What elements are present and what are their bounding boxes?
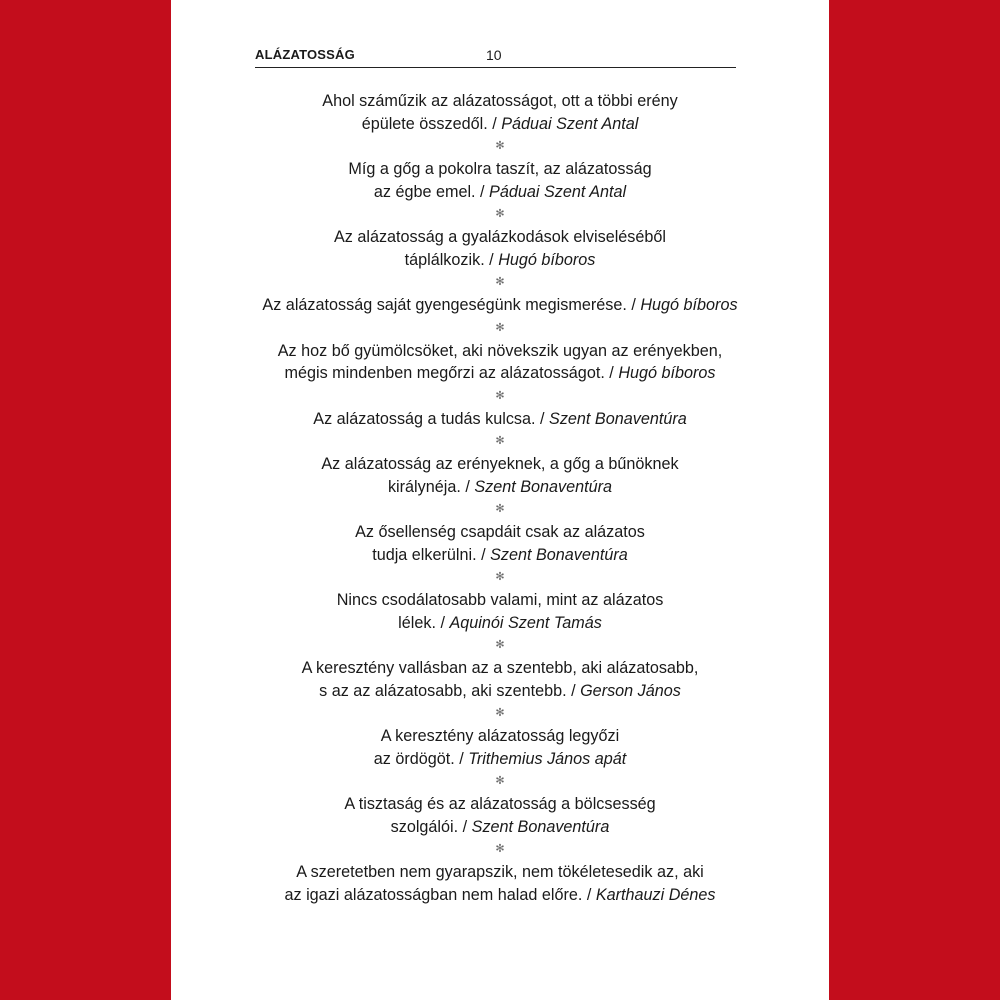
quote — [171, 226, 829, 271]
quote-text: Az hoz bő gyümölcsöket, aki növekszik ugyan az erényekben, — [277, 341, 723, 360]
quote-line: az égbe emel. / Páduai Szent Antal — [373, 182, 627, 201]
quote — [171, 453, 829, 498]
separator-asterisk-icon: ✻ — [495, 276, 505, 288]
quote-text: az égbe emel. — [373, 182, 476, 201]
quote-text: Ahol száműzik az alázatosságot, ott a többi erény — [322, 92, 678, 110]
quote — [171, 158, 829, 203]
quote-line — [171, 90, 829, 113]
quote-author: Szent Bonaventúra — [471, 817, 610, 836]
page-number: 10 — [486, 47, 502, 63]
quote — [171, 90, 829, 135]
quote-text: A szeretetben nem gyarapszik, nem tökéletesedik az, aki — [296, 863, 704, 881]
page-header — [255, 47, 736, 68]
quote-text: A keresztény vallásban az a szentebb, aki alázatosabb, — [301, 659, 699, 677]
quote-author: Hugó bíboros — [618, 364, 716, 382]
quote — [171, 340, 829, 385]
quote-line — [171, 158, 829, 181]
quote — [171, 294, 829, 317]
quote-text: A tisztaság és az alázatosság a bölcsesség — [344, 795, 656, 813]
quote-line: az ördögöt. / Trithemius János apát — [373, 749, 627, 768]
separator-asterisk-icon: ✻ — [495, 571, 505, 583]
quote-text: s az az alázatosabb, aki szentebb. — [319, 681, 567, 700]
separator-asterisk-icon: ✻ — [495, 389, 505, 402]
quote-line — [171, 793, 829, 816]
quote-line: az igazi alázatosságban nem halad előre. / Karthauzi Dénes — [284, 885, 716, 904]
separator-asterisk-icon: ✻ — [495, 208, 505, 220]
quote-author: Szent Bonaventúra — [474, 477, 613, 496]
quote — [171, 793, 829, 838]
quote-line — [171, 657, 829, 680]
quote-line: Az alázatosság a tudás kulcsa. / Szent Bonaventúra — [313, 409, 687, 428]
quote — [171, 521, 829, 566]
quote — [171, 725, 829, 770]
quote-text: A keresztény alázatosság legyőzi — [380, 727, 620, 745]
separator-asterisk-icon: ✻ — [495, 503, 505, 515]
quote — [171, 408, 829, 431]
quote-text: lélek. — [398, 613, 436, 632]
quote-author: Aquinói Szent Tamás — [449, 613, 602, 632]
quote — [171, 657, 829, 702]
book-page — [171, 0, 829, 1000]
quote-text: Az alázatosság a gyalázkodások elviseléséből — [333, 228, 667, 246]
quote-text: tudja elkerülni. — [372, 545, 477, 564]
quote-text: Az alázatosság a tudás kulcsa. — [313, 409, 536, 428]
separator-asterisk-icon: ✻ — [495, 321, 505, 334]
quote-line: szolgálói. / Szent Bonaventúra — [390, 817, 610, 836]
quote — [171, 589, 829, 634]
quote-text: az ördögöt. — [373, 749, 455, 768]
quote-author: Szent Bonaventúra — [549, 409, 687, 428]
quote-line: tudja elkerülni. / Szent Bonaventúra — [372, 545, 628, 564]
quote-text: épülete összedől. — [361, 114, 488, 133]
quote-line — [171, 453, 829, 476]
quote-text: Az ősellenség csapdáit csak az alázatos — [355, 523, 645, 541]
quote-line: királynéja. / Szent Bonaventúra — [387, 477, 613, 496]
quote-line: lélek. / Aquinói Szent Tamás — [398, 613, 602, 632]
separator-asterisk-icon: ✻ — [495, 843, 505, 855]
separator-asterisk-icon: ✻ — [495, 775, 505, 787]
quote-line: mégis mindenben megőrzi az alázatosságot. / Hugó bíboros — [284, 364, 716, 382]
quote — [171, 861, 829, 906]
quote-text: táplálkozik. — [404, 250, 485, 269]
quote-line — [171, 521, 829, 544]
quote-text: szolgálói. — [390, 817, 459, 836]
quote-text: az igazi alázatosságban nem halad előre. — [284, 885, 583, 904]
separator-asterisk-icon: ✻ — [495, 639, 505, 651]
quote-line: s az az alázatosabb, aki szentebb. / Gerson János — [319, 681, 681, 700]
quote-line — [171, 725, 829, 748]
quote-line: Az alázatosság saját gyengeségünk megismerése. / Hugó bíboros — [262, 296, 738, 314]
quote-text: Nincs csodálatosabb valami, mint az alázatos — [336, 591, 664, 609]
separator-asterisk-icon: ✻ — [495, 707, 505, 719]
quote-line — [171, 589, 829, 612]
quote-author: Hugó bíboros — [498, 250, 596, 269]
quote-text: királynéja. — [387, 477, 461, 496]
quote-line: épülete összedől. / Páduai Szent Antal — [361, 114, 639, 133]
quote-author: Gerson János — [580, 681, 681, 700]
quote-author: Karthauzi Dénes — [595, 885, 716, 904]
running-title: ALÁZATOSSÁG — [255, 47, 355, 62]
quote-author: Páduai Szent Antal — [489, 182, 627, 201]
quote-text: mégis mindenben megőrzi az alázatosságot. — [284, 364, 605, 382]
quote-line — [171, 226, 829, 249]
quote-author: Páduai Szent Antal — [501, 114, 639, 133]
quote-line — [171, 861, 829, 884]
quote-text: Az alázatosság saját gyengeségünk megismerése. — [262, 296, 627, 314]
quote-line: táplálkozik. / Hugó bíboros — [404, 250, 596, 269]
quote-line — [171, 340, 829, 363]
quote-author: Trithemius János apát — [468, 749, 627, 768]
quote-author: Szent Bonaventúra — [490, 545, 628, 564]
separator-asterisk-icon: ✻ — [495, 435, 505, 447]
quote-text: Míg a gőg a pokolra taszít, az alázatosság — [348, 160, 652, 178]
quote-text: Az alázatosság az erényeknek, a gőg a bűnöknek — [321, 455, 679, 473]
separator-asterisk-icon: ✻ — [495, 140, 505, 152]
quote-list — [171, 90, 829, 906]
quote-author: Hugó bíboros — [640, 296, 738, 314]
